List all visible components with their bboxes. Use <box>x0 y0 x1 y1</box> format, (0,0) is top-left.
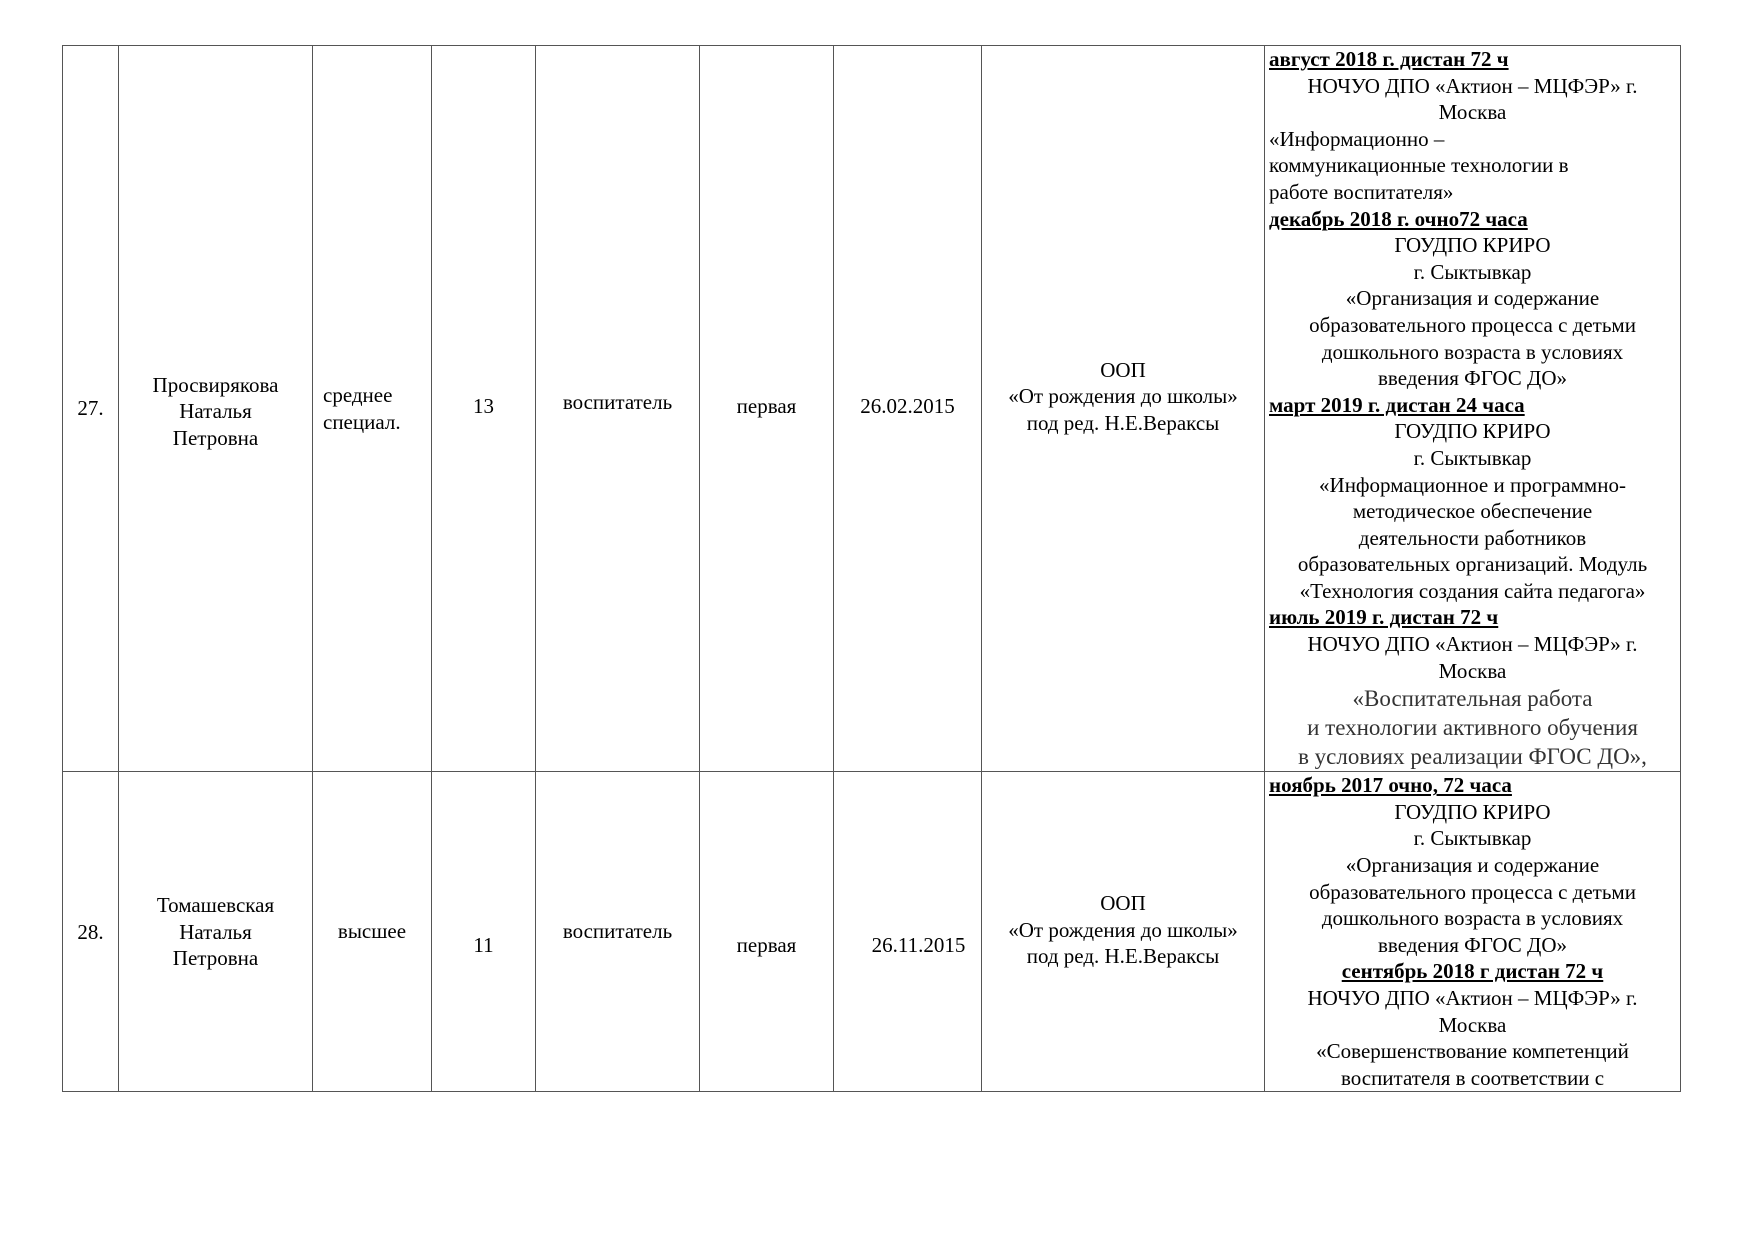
staff-table <box>62 45 1681 1092</box>
category-value: первая <box>736 394 797 419</box>
education-line: среднее <box>323 383 393 408</box>
program-line: под ред. Н.Е.Вераксы <box>1026 944 1220 969</box>
course-line: НОЧУО ДПО «Актион – МЦФЭР» г. <box>1307 73 1638 98</box>
row-number-cell <box>63 46 119 772</box>
category-cell <box>700 46 834 772</box>
course-line: «Воспитательная работа <box>1352 686 1593 712</box>
course-line: введения ФГОС ДО» <box>1377 366 1568 391</box>
education-line: специал. <box>323 409 401 434</box>
course-line: и технологии активного обучения <box>1307 715 1638 741</box>
program-line: «От рождения до школы» <box>1008 384 1238 409</box>
course-heading: декабрь 2018 г. очно72 часа <box>1269 206 1528 231</box>
course-line: «Технология создания сайта педагога» <box>1299 578 1646 603</box>
name-line: Петровна <box>172 425 259 450</box>
course-line: дошкольного возраста в условиях <box>1321 339 1624 364</box>
course-line: деятельности работников <box>1358 525 1587 550</box>
course-line: введения ФГОС ДО» <box>1377 932 1568 957</box>
full-name-cell <box>119 772 313 1092</box>
course-line: г. Сыктывкар <box>1413 259 1532 284</box>
position-cell <box>536 46 700 772</box>
course-line: г. Сыктывкар <box>1413 826 1532 851</box>
experience-value: 13 <box>473 394 494 419</box>
name-line: Просвирякова <box>152 372 279 397</box>
course-heading: ноябрь 2017 очно, 72 часа <box>1269 773 1512 798</box>
table-row <box>63 772 1681 1092</box>
course-line: Москва <box>1438 658 1507 683</box>
course-line: в условиях реализации ФГОС ДО», <box>1298 744 1647 770</box>
name-line: Наталья <box>179 399 252 424</box>
course-heading: июль 2019 г. дистан 72 ч <box>1269 605 1499 630</box>
course-line: «Организация и содержание <box>1345 286 1600 311</box>
course-line: Москва <box>1438 100 1507 125</box>
courses-cell <box>1265 772 1681 1092</box>
experience-value: 11 <box>473 932 494 957</box>
course-heading: март 2019 г. дистан 24 часа <box>1269 392 1525 417</box>
date-cell <box>834 772 982 1092</box>
attestation-date: 26.02.2015 <box>860 394 955 419</box>
full-name-cell <box>119 46 313 772</box>
program-cell <box>982 46 1265 772</box>
experience-cell <box>432 46 536 772</box>
position-value: воспитатель <box>562 390 673 415</box>
education-cell <box>313 46 432 772</box>
courses-cell <box>1265 46 1681 772</box>
course-line: НОЧУО ДПО «Актион – МЦФЭР» г. <box>1307 632 1638 657</box>
course-line: НОЧУО ДПО «Актион – МЦФЭР» г. <box>1307 986 1638 1010</box>
course-heading: август 2018 г. дистан 72 ч <box>1269 47 1509 71</box>
category-value: первая <box>736 932 797 957</box>
program-line: «От рождения до школы» <box>1008 917 1238 942</box>
course-line: воспитателя в соответствии с <box>1340 1065 1605 1090</box>
course-heading: сентябрь 2018 г дистан 72 ч <box>1341 959 1604 984</box>
position-value: воспитатель <box>562 918 673 943</box>
course-line: ГОУДПО КРИРО <box>1394 419 1551 444</box>
course-line: дошкольного возраста в условиях <box>1321 906 1624 931</box>
name-line: Петровна <box>172 946 259 971</box>
program-cell <box>982 772 1265 1092</box>
table-row <box>63 46 1681 772</box>
course-line: ГОУДПО КРИРО <box>1394 233 1551 258</box>
course-line: «Организация и содержание <box>1345 853 1600 878</box>
course-line: коммуникационные технологии в <box>1269 153 1569 178</box>
experience-cell <box>432 772 536 1092</box>
course-line: Москва <box>1438 1012 1507 1037</box>
program-line: под ред. Н.Е.Вераксы <box>1026 410 1220 435</box>
course-line: методическое обеспечение <box>1352 499 1593 524</box>
course-line: ГОУДПО КРИРО <box>1394 799 1551 824</box>
course-line: «Совершенствование компетенций <box>1316 1039 1629 1064</box>
name-line: Наталья <box>179 919 252 944</box>
course-line: «Информационно – <box>1269 126 1445 151</box>
program-line: ООП <box>1100 357 1146 382</box>
course-line: г. Сыктывкар <box>1413 445 1532 470</box>
row-number: 28. <box>77 919 104 944</box>
course-line: образовательного процесса с детьми <box>1309 879 1636 904</box>
education-cell <box>313 772 432 1092</box>
date-cell <box>834 46 982 772</box>
course-line: работе воспитателя» <box>1269 179 1454 204</box>
row-number: 27. <box>77 396 104 421</box>
position-cell <box>536 772 700 1092</box>
program-line: ООП <box>1100 890 1146 915</box>
row-number-cell <box>63 772 119 1092</box>
name-line: Томашевская <box>156 892 275 917</box>
education-line: высшее <box>337 918 407 943</box>
category-cell <box>700 772 834 1092</box>
course-line: «Информационное и программно- <box>1319 472 1626 497</box>
course-line: образовательного процесса с детьми <box>1309 312 1636 337</box>
course-line: образовательных организаций. Модуль <box>1297 552 1648 577</box>
attestation-date: 26.11.2015 <box>871 932 966 957</box>
